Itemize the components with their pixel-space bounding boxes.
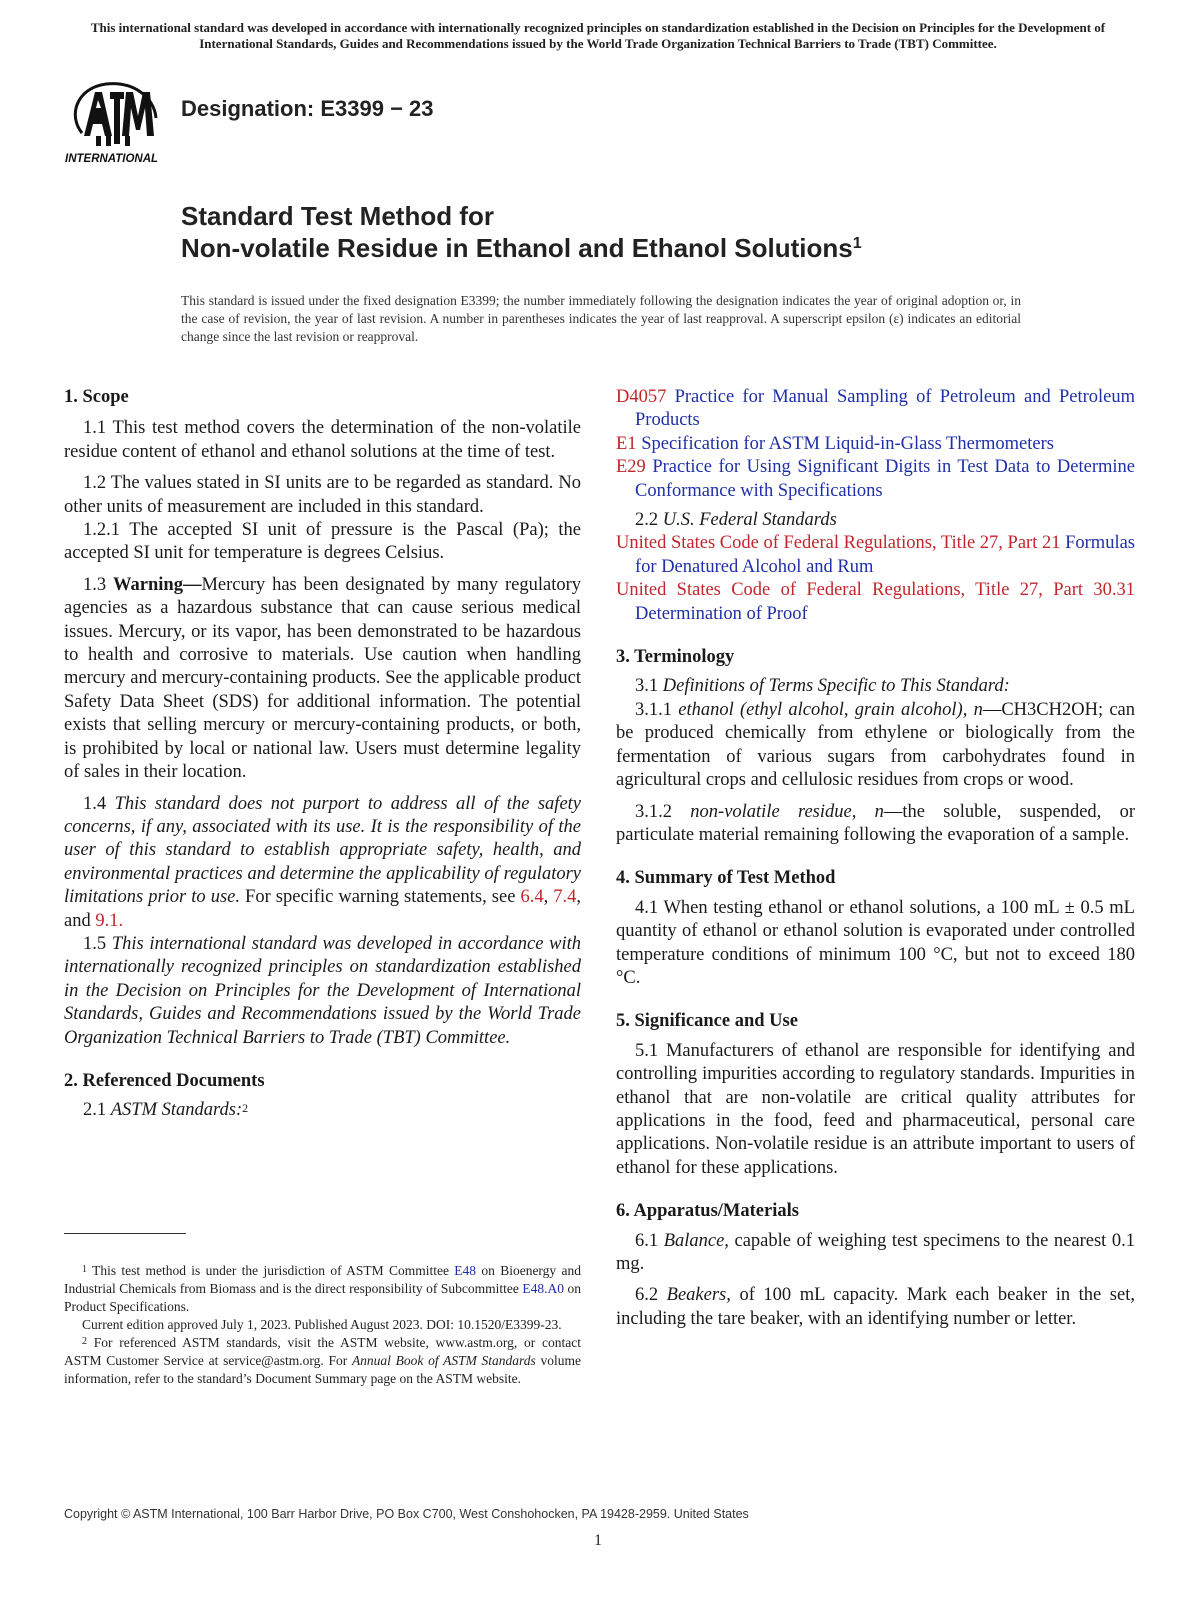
para-6-1-number: 6.1 <box>635 1230 664 1251</box>
para-3-1-italic: Definitions of Terms Specific to This Standard: <box>662 676 1010 697</box>
footnote-1-marker: 1 <box>82 1264 87 1275</box>
para-2-1 <box>64 1099 581 1122</box>
para-1-3 <box>64 574 581 785</box>
para-3-1-2-text: —the soluble, suspended, or particulate material remaining following the evaporation of a sample. <box>616 801 1136 845</box>
para-1-4-italic: This standard does not purport to address all of the safety concerns, if any, associated with its use. It is the responsibility of the user of this standard to establish appropriate safety, health, and environmental practices and determine the applicability of regulatory limitations prior to use. <box>64 793 582 908</box>
term-beakers: Beakers, <box>666 1285 731 1306</box>
fed-ref-title[interactable]: Formulas for Denatured Alcohol and Rum <box>635 533 1135 577</box>
para-6-2-text: of 100 mL capacity. Mark each beaker in the set, including the tare beaker, with an identifying number or letter. <box>616 1285 1135 1329</box>
ref-item[interactable] <box>616 386 1135 433</box>
left-column <box>64 386 581 1123</box>
link-7-4[interactable]: 7.4 <box>553 887 577 908</box>
footnote-divider <box>64 1233 186 1234</box>
footnote-1-text: on Product Specifications. <box>64 1281 581 1314</box>
para-3-1-2-number: 3.1.2 <box>635 801 691 822</box>
footnote-2-text: volume information, refer to the standard’s Document Summary page on the ASTM website. <box>64 1353 582 1386</box>
designation: Designation: E3399 − 23 <box>181 96 434 121</box>
section-2-heading: 2. Referenced Documents <box>64 1070 265 1091</box>
footnote-1 <box>64 1262 581 1316</box>
ref-code[interactable]: D4057 <box>616 387 667 407</box>
fed-ref-title[interactable]: Determination of Proof <box>635 603 808 624</box>
footnote-2-marker: 2 <box>82 1336 87 1347</box>
wto-notice: This international standard was developed in accordance with internationally recognized principles on standardization established in the Decision on Principles for the Development of International Standards, Guides and Recommendations issued by the World Trade Organization Technical Barriers to Trade (TBT) Committee. <box>90 20 1106 51</box>
astm-logo <box>62 78 172 168</box>
ref-title[interactable]: Practice for Using Significant Digits in Test Data to Determine Conformance with Specifications <box>635 457 1135 501</box>
link-9-1[interactable]: 9.1 <box>95 910 119 931</box>
title-footnote-marker: 1 <box>852 235 862 252</box>
section-4-heading: 4. Summary of Test Method <box>616 868 836 889</box>
footnotes <box>64 1262 581 1388</box>
para-6-1-text: capable of weighing test specimens to the nearest 0.1 mg. <box>616 1230 1135 1274</box>
section-3-heading: 3. Terminology <box>616 647 735 668</box>
footnote-2-marker: 2 <box>242 1101 249 1116</box>
para-3-1-1-text: —CH3CH2OH; can be produced chemically from ethylene or biologically from the fermentation of various sugars from carbohydrates found in agricultural crops and cellulosic residues from crops or wood. <box>616 699 1136 791</box>
para-1-2-1: 1.2.1 The accepted SI unit of pressure is the Pascal (Pa); the accepted SI unit for temperature is degrees Celsius. <box>64 520 581 564</box>
para-1-3-text: Mercury has been designated by many regulatory agencies as a hazardous substance that can cause serious medical issues. Mercury, or its vapor, has been demonstrated to be hazardous to health and corrosive to materials. Use caution when handling mercury and mercury-containing products. See the applicable product Safety Data Sheet (SDS) for additional information. The potential exists that selling mercury or mercury-containing products, or both, is prohibited by local or national law. Users must determine legality of sales in their location. <box>64 574 582 783</box>
ref-title[interactable]: Practice for Manual Sampling of Petroleum and Petroleum Products <box>635 387 1135 431</box>
para-3-1-1 <box>616 699 1135 793</box>
para-2-2-italic: U.S. Federal Standards <box>662 510 837 531</box>
ref-code[interactable]: E29 <box>616 457 646 478</box>
footnote-1-edition: Current edition approved July 1, 2023. Published August 2023. DOI: 10.1520/E3399-23. <box>82 1317 562 1332</box>
copyright-line: Copyright © ASTM International, 100 Barr Harbor Drive, PO Box C700, West Conshohocken, PA 19428-2959. United States <box>64 1507 749 1521</box>
fed-ref-code[interactable]: United States Code of Federal Regulations, Title 27, Part 21 <box>616 533 1061 554</box>
para-1-5 <box>64 933 581 1050</box>
ref-title[interactable]: Specification for ASTM Liquid-in-Glass Thermometers <box>641 433 1054 454</box>
link-e48[interactable]: E48 <box>454 1263 477 1278</box>
para-3-1-1-number: 3.1.1 <box>635 699 679 720</box>
section-5-heading: 5. Significance and Use <box>616 1011 798 1032</box>
para-2-2-number: 2.2 <box>635 510 663 531</box>
para-6-1 <box>616 1230 1135 1277</box>
para-5-1: 5.1 Manufacturers of ethanol are responsible for identifying and controlling impurities according to regulatory standards. Impurities in ethanol that are non-volatile are critical quality attributes for applications in the food, feed and pharmaceutical, personal care applications. Non-volatile residue is an attribute important to users of ethanol for these applications. <box>616 1040 1135 1178</box>
page-number: 1 <box>594 1532 602 1549</box>
link-e48-a0[interactable]: E48.A0 <box>522 1281 564 1296</box>
fed-ref-item[interactable] <box>616 532 1135 579</box>
warning-label: Warning— <box>113 574 202 595</box>
document-title <box>181 200 862 264</box>
para-1-5-number: 1.5 <box>83 933 112 954</box>
title-line-2: Non-volatile Residue in Ethanol and Ethanol Solutions <box>181 233 853 263</box>
logo-text: INTERNATIONAL <box>65 153 159 165</box>
term-ethanol: ethanol (ethyl alcohol, grain alcohol), n <box>678 699 983 720</box>
separator: , and <box>64 887 581 931</box>
term-non-volatile-residue: non-volatile residue, n <box>690 801 884 822</box>
fed-ref-code[interactable]: United States Code of Federal Regulations, Title 27, Part 30.31 <box>616 580 1135 601</box>
para-6-2 <box>616 1284 1135 1331</box>
footnote-2-text: For referenced ASTM standards, visit the ASTM website, www.astm.org, or contact ASTM Customer Service at service@astm.org. For <box>64 1335 581 1368</box>
para-2-1-italic: ASTM Standards: <box>110 1100 243 1121</box>
para-3-1-number: 3.1 <box>635 676 663 697</box>
para-1-4-number: 1.4 <box>83 793 115 814</box>
astm-monogram-icon <box>84 92 154 146</box>
para-1-5-italic: This international standard was developed in accordance with internationally recognized principles on standardization established in the Decision on Principles for the Development of International Standards, Guides and Recommendations issued by the World Trade Organization Technical Barriers to Trade (TBT) Committee. <box>64 933 582 1048</box>
para-1-4 <box>64 793 581 933</box>
period: . <box>118 910 124 931</box>
para-3-1 <box>616 675 1135 698</box>
term-balance: Balance, <box>663 1230 729 1251</box>
title-line-1: Standard Test Method for <box>181 201 494 231</box>
para-4-1: 4.1 When testing ethanol or ethanol solutions, a 100 mL ± 0.5 mL quantity of ethanol or ethanol solution is evaporated under controlled temperature conditions of minimum 100 °C, but not to exceed 180 °C. <box>616 897 1135 988</box>
link-6-4[interactable]: 6.4 <box>520 887 544 908</box>
para-2-1-number: 2.1 <box>83 1100 111 1121</box>
footnote-1-text: on Bioenergy and Industrial Chemicals from Biomass and is the direct responsibility of Subcommittee <box>64 1263 582 1296</box>
footnote-2-italic: Annual Book of ASTM Standards <box>351 1353 536 1368</box>
para-1-1: 1.1 This test method covers the determination of the non-volatile residue content of ethanol and ethanol solutions at the time of test. <box>64 418 581 462</box>
ref-code[interactable]: E1 <box>616 433 637 454</box>
fed-ref-item[interactable] <box>616 579 1135 626</box>
para-1-2: 1.2 The values stated in SI units are to be regarded as standard. No other units of measurement are included in this standard. <box>64 473 581 517</box>
section-6-heading: 6. Apparatus/Materials <box>616 1201 799 1222</box>
separator: , <box>543 887 554 908</box>
para-1-4-tail: For specific warning statements, see <box>240 887 521 908</box>
para-3-1-2 <box>616 801 1135 848</box>
right-column <box>616 386 1135 1331</box>
footnote-2 <box>64 1334 581 1388</box>
ref-item[interactable] <box>616 456 1135 503</box>
issued-note: This standard is issued under the fixed designation E3399; the number immediately following the designation indicates the year of original adoption or, in the case of revision, the year of last revision. A number in parentheses indicates the year of last reapproval. A superscript epsilon (ε) indicates an editorial change since the last revision or reapproval. <box>181 293 1021 344</box>
para-2-2 <box>616 509 1135 532</box>
section-1-heading: 1. Scope <box>64 387 129 407</box>
para-6-2-number: 6.2 <box>635 1285 667 1306</box>
footnote-1-text: This test method is under the jurisdiction of ASTM Committee <box>87 1263 455 1278</box>
para-1-3-number: 1.3 <box>83 574 114 595</box>
ref-item[interactable] <box>616 433 1135 456</box>
